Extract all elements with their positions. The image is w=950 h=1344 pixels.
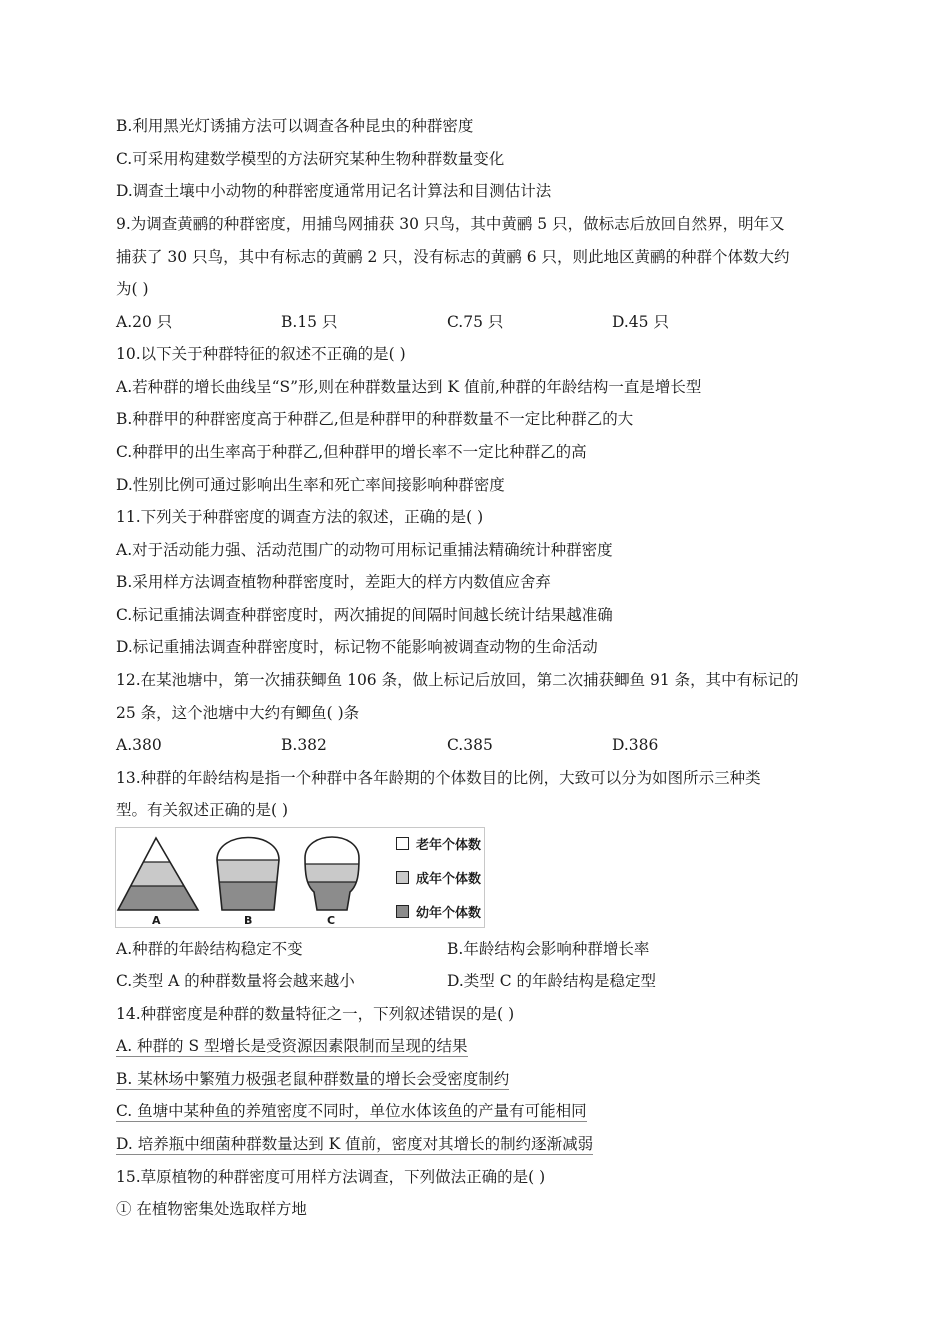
legend-old-swatch — [396, 837, 409, 850]
q12-stem-line1: 12.在某池塘中，第一次捕获鲫鱼 106 条，做上标记后放回，第二次捕获鲫鱼 91 条，其中有标记的 — [116, 671, 799, 689]
q11-option-d: D.标记重捕法调查种群密度时，标记物不能影响被调查动物的生命活动 — [116, 638, 598, 656]
q12-option-d: D.386 — [612, 736, 659, 754]
q8-option-c: C.可采用构建数学模型的方法研究某种生物种群数量变化 — [116, 150, 505, 168]
pyramid-a-adult — [116, 862, 206, 886]
q11-option-c: C.标记重捕法调查种群密度时，两次捕捉的间隔时间越长统计结果越准确 — [116, 606, 613, 624]
q8-option-d: D.调查土壤中小动物的种群密度通常用记名计算法和目测估计法 — [116, 182, 552, 200]
pyramid-c-adult — [301, 864, 363, 882]
q12-option-a: A.380 — [116, 736, 162, 754]
q11-option-b: B.采用样方法调查植物种群密度时，差距大的样方内数值应舍弃 — [116, 573, 551, 591]
q13-option-d: D.类型 C 的年龄结构是稳定型 — [447, 972, 657, 990]
q14-option-a: A. 种群的 S 型增长是受资源因素限制而呈现的结果 — [116, 1037, 468, 1055]
q12-stem-line2: 25 条，这个池塘中大约有鲫鱼( )条 — [116, 704, 360, 722]
q14-option-c: C. 鱼塘中某种鱼的养殖密度不同时，单位水体该鱼的产量有可能相同 — [116, 1102, 587, 1120]
pyramid-a — [116, 828, 206, 916]
q10-stem: 10.以下关于种群特征的叙述不正确的是( ) — [116, 345, 406, 363]
q14-option-b-row — [116, 1069, 509, 1089]
q9-option-c: C.75 只 — [447, 313, 504, 331]
q10-option-c: C.种群甲的出生率高于种群乙,但种群甲的增长率不一定比种群乙的高 — [116, 443, 587, 461]
q9-stem-line3: 为( ) — [116, 280, 149, 298]
q14-option-b: B. 某林场中繁殖力极强老鼠种群数量的增长会受密度制约 — [116, 1070, 510, 1088]
q15-item-1: ① 在植物密集处选取样方地 — [116, 1200, 307, 1218]
legend-old-label: 老年个体数 — [416, 838, 482, 853]
q9-stem-line1: 9.为调查黄鹂的种群密度，用捕鸟网捕获 30 只鸟，其中黄鹂 5 只，做标志后放回自然界，明年又 — [116, 215, 785, 233]
q12-option-c: C.385 — [447, 736, 493, 754]
legend-adult-swatch — [396, 871, 409, 884]
q8-option-b: B.利用黑光灯诱捕方法可以调查各种昆虫的种群密度 — [116, 117, 474, 135]
q14-option-d: D. 培养瓶中细菌种群数量达到 K 值前，密度对其增长的制约逐渐减弱 — [116, 1135, 594, 1153]
q13-stem-line2: 型。有关叙述正确的是( ) — [116, 801, 289, 819]
pyramid-c — [301, 828, 363, 914]
q14-option-d-row — [116, 1134, 593, 1154]
q13-option-c: C.类型 A 的种群数量将会越来越小 — [116, 972, 355, 990]
q9-option-a: A.20 只 — [116, 313, 173, 331]
q9-stem-line2: 捕获了 30 只鸟，其中有标志的黄鹂 2 只，没有标志的黄鹂 6 只，则此地区黄鹂的种群个体数大约 — [116, 248, 790, 266]
q10-option-d: D.性别比例可通过影响出生率和死亡率间接影响种群密度 — [116, 476, 505, 494]
q11-option-a: A.对于活动能力强、活动范围广的动物可用标记重捕法精确统计种群密度 — [116, 541, 613, 559]
age-structure-figure — [115, 827, 485, 928]
q14-option-c-row — [116, 1101, 587, 1121]
q14-option-a-row — [116, 1036, 468, 1056]
q11-stem: 11.下列关于种群密度的调查方法的叙述，正确的是( ) — [116, 508, 484, 526]
pyramid-a-label: A — [152, 914, 161, 927]
q9-option-b: B.15 只 — [281, 313, 338, 331]
q15-stem: 15.草原植物的种群密度可用样方法调查，下列做法正确的是( ) — [116, 1168, 546, 1186]
legend-young-swatch — [396, 905, 409, 918]
pyramid-b-label: B — [244, 914, 253, 927]
q10-option-a: A.若种群的增长曲线呈“S”形,则在种群数量达到 K 值前,种群的年龄结构一直是增长型 — [116, 378, 702, 396]
q14-stem: 14.种群密度是种群的数量特征之一，下列叙述错误的是( ) — [116, 1005, 515, 1023]
pyramid-c-label: C — [327, 914, 336, 927]
legend-young-label: 幼年个体数 — [416, 906, 482, 921]
q12-option-b: B.382 — [281, 736, 327, 754]
q10-option-b: B.种群甲的种群密度高于种群乙,但是种群甲的种群数量不一定比种群乙的大 — [116, 410, 634, 428]
q9-option-d: D.45 只 — [612, 313, 669, 331]
q13-option-b: B.年龄结构会影响种群增长率 — [447, 940, 650, 958]
legend-adult-label: 成年个体数 — [416, 872, 482, 887]
q13-option-a: A.种群的年龄结构稳定不变 — [116, 940, 303, 958]
pyramid-b-adult — [211, 860, 286, 882]
pyramid-b-old — [211, 828, 286, 860]
q13-stem-line1: 13.种群的年龄结构是指一个种群中各年龄期的个体数目的比例，大致可以分为如图所示三种类 — [116, 769, 761, 787]
